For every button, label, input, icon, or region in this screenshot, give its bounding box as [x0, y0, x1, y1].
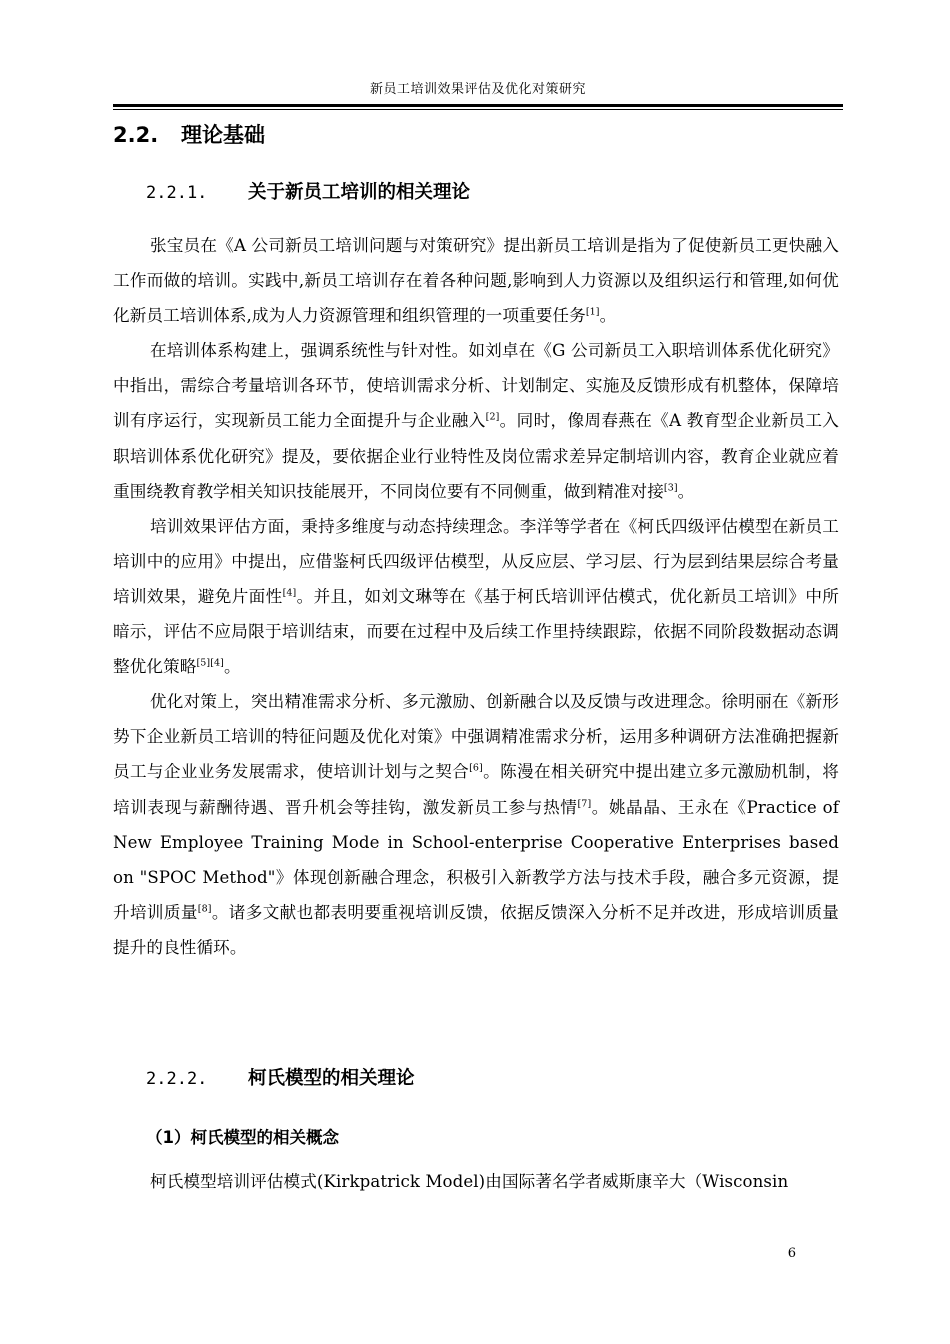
- paragraph-text: 。陈漫在相关研究中提出建立多元激励机制，将培训表现与薪酬待遇、晋升机会等挂钩，激发新员工参与热情: [113, 762, 839, 817]
- citation-reference: [2]: [485, 411, 500, 423]
- paragraph-text: 柯氏模型培训评估模式(Kirkpatrick Model)由国际著名学者威斯康辛大（Wisconsin: [150, 1172, 789, 1191]
- citation-reference: [7]: [577, 797, 592, 809]
- paragraph-text: 张宝员在《A 公司新员工培训问题与对策研究》提出新员工培训是指为了促使新员工更快融入工作而做的培训。实践中,新员工培训存在着各种问题,影响到人力资源以及组织运行和管理,如何优化新员工培训体系,成为人力资源管理和组织管理的一项重要任务: [113, 236, 839, 326]
- header-rule-thin: [113, 109, 843, 110]
- citation-reference: [1]: [585, 306, 600, 318]
- header-rule-thick: [113, 104, 843, 107]
- paragraph-text: 。同时，像周春燕在《A 教育型企业新员工入职培训体系优化研究》提及，要依据企业行业特性及岗位需求差异定制培训内容，教育企业就应着重围绕教育教学相关知识技能展开，不同岗位要有不同侧重，做到精准对接: [113, 411, 839, 501]
- body-paragraph: [113, 509, 839, 684]
- body-paragraph: [113, 1164, 839, 1199]
- paragraph-text: 。诸多文献也都表明要重视培训反馈，依据反馈深入分析不足并改进，形成培训质量提升的良性循环。: [113, 902, 840, 957]
- paragraph-text: 。并且，如刘文琳等在《基于柯氏培训评估模式，优化新员工培训》中所暗示，评估不应局限于培训结束，而要在过程中及后续工作里持续跟踪，依据不同阶段数据动态调整优化策略: [113, 586, 839, 677]
- body-paragraph: [113, 333, 839, 508]
- paragraph-text: 。: [223, 657, 241, 677]
- section-heading: [113, 119, 265, 149]
- subsection-2-body: [113, 1164, 839, 1199]
- sub-subsection-heading: （1）柯氏模型的相关概念: [146, 1128, 339, 1147]
- body-paragraph: [113, 228, 839, 333]
- subsection-heading-1: [146, 178, 470, 204]
- running-header: 新员工培训效果评估及优化对策研究: [369, 82, 586, 97]
- paragraph-text: 。: [599, 306, 617, 326]
- body-paragraph: [113, 684, 839, 965]
- citation-reference: [8]: [197, 903, 212, 915]
- paragraph-text: 培训效果评估方面，秉持多维度与动态持续理念。李洋等学者在《柯氏四级评估模型在新员工培训中的应用》中提出，应借鉴柯氏四级评估模型，从反应层、学习层、行为层到结果层综合考量培训效果，避免片面性: [113, 516, 839, 606]
- subsection-heading-2: [146, 1064, 415, 1090]
- paragraph-text: 在培训体系构建上，强调系统性与针对性。如刘卓在《G 公司新员工入职培训体系优化研究》中指出，需综合考量培训各环节，使培训需求分析、计划制定、实施及反馈形成有机整体，保障培训有序运行，实现新员工能力全面提升与企业融入: [113, 341, 839, 431]
- subsection-1-body: [113, 228, 839, 965]
- subsection-number: 2.2.1.: [146, 183, 208, 203]
- citation-reference: [3]: [663, 482, 678, 494]
- citation-reference: [4]: [282, 587, 297, 599]
- paragraph-text: 优化对策上，突出精准需求分析、多元激励、创新融合以及反馈与改进理念。徐明丽在《新形势下企业新员工培训的特征问题及优化对策》中强调精准需求分析，运用多种调研方法准确把握新员工与企业业务发展需求，使培训计划与之契合: [113, 692, 839, 782]
- paragraph-text: 。: [677, 481, 695, 501]
- paragraph-text: 。姚晶晶、王永在《Practice of New Employee Training Mode in School-enterprise Cooperative Enterprises based on "SPOC Method"》体现创新融合理念，积极引入新教学方法与技术手段，融合多元资源，提升培训质量: [113, 797, 839, 922]
- subsection-number: 2.2.2.: [146, 1069, 208, 1089]
- citation-reference: [6]: [469, 762, 483, 774]
- citation-reference: [5][4]: [196, 657, 224, 669]
- section-number: 2.2.: [113, 123, 159, 147]
- subsection-title: 柯氏模型的相关理论: [248, 1068, 415, 1089]
- page-number: 6: [787, 1246, 796, 1261]
- subsection-title: 关于新员工培训的相关理论: [248, 182, 471, 203]
- section-title: 理论基础: [181, 123, 265, 147]
